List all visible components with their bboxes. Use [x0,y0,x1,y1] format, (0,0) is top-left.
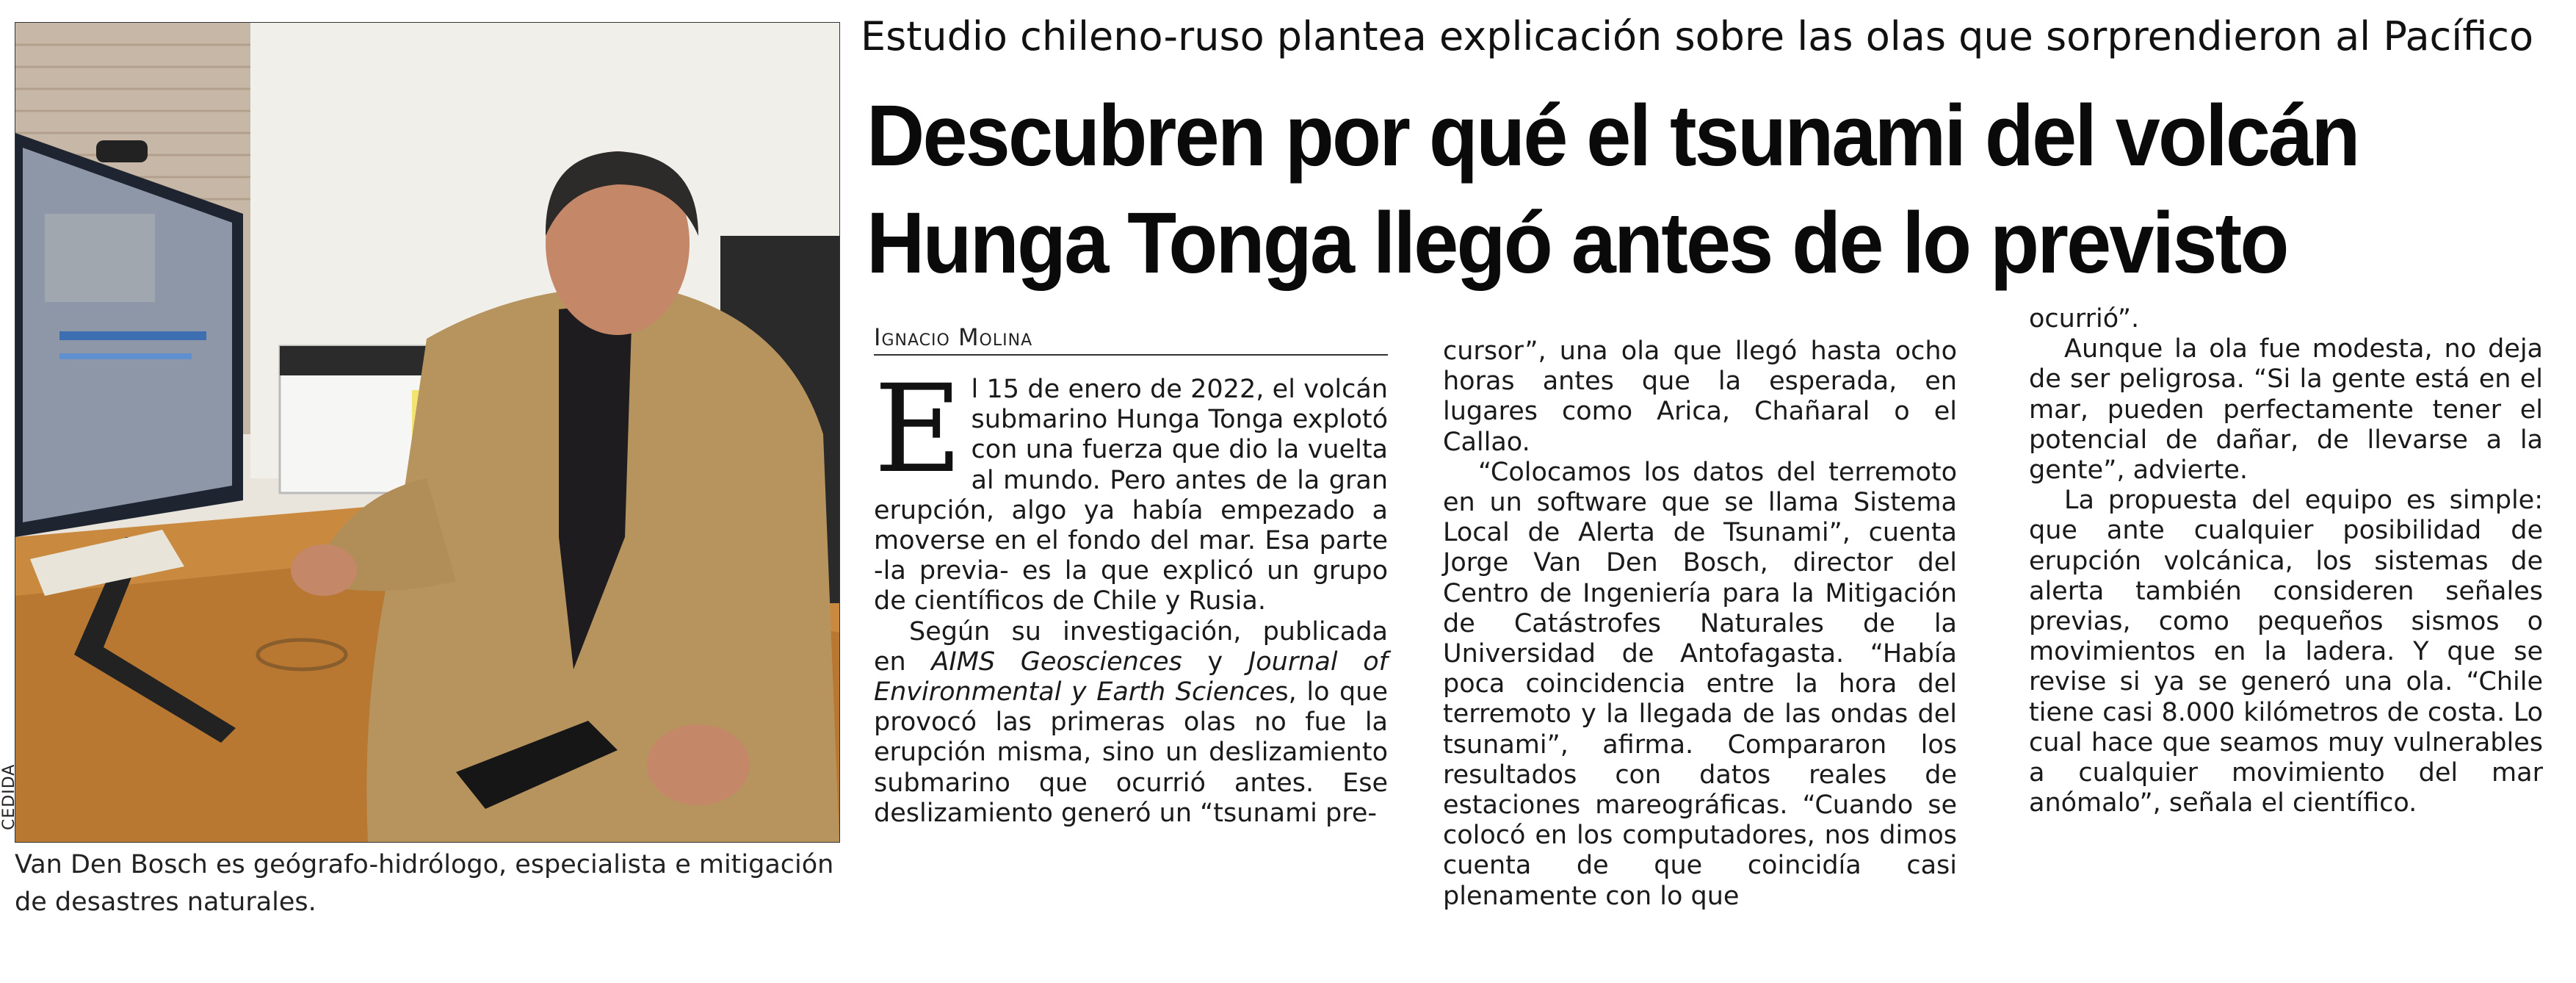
drop-cap: E [874,359,963,500]
body-column-2 [1443,336,1957,912]
body-paragraph: “Colocamos los datos del terremoto en un software que se llama Sistema Local de Alerta de Tsunami”, cuenta Jorge Van Den Bosch, director del Centro de Ingeniería para la Mitigación de Catástrofes Naturales de la Universidad de Antofagasta. “Había poca coincidencia entre la hora del terremoto y la llegada de las ondas del tsunami”, afirma. Compararon los resultados con datos reales de estaciones mareográficas. “Cuando se colocó en los computadores, nos dimos cuenta de que coincidía casi plenamente con lo que [1443,457,1957,911]
byline: Ignacio Molina [874,323,1033,351]
body-paragraph: Aunque la ola fue modesta, no deja de ser peligrosa. “Si la gente está en el mar, pueden perfectamente tener el potencial de dañar, de llevarse a la gente”, advierte. [2029,334,2543,486]
photo-caption: Van Den Bosch es geógrafo-hidrólogo, especialista e mitigación de desastres naturales. [15,850,834,917]
article-kicker: Estudio chileno-ruso plantea explicación sobre las olas que sorprendieron al Pacífico [861,13,2533,60]
headline-line-2: Hunga Tonga llegó antes de lo previsto [866,195,2287,292]
article-headline [866,82,2451,297]
body-paragraph: ocurrió”. [2029,304,2140,334]
headline-line-1: Descubren por qué el tsunami del volcán [866,87,2359,184]
journal-name: AIMS Geosciences [931,647,1182,677]
body-column-1 [874,359,1388,829]
body-paragraph: La propuesta del equipo es simple: que ante cualquier posibilidad de erupción volcánica, los sistemas de alerta también consideren señales previas, como pequeños sismos o movimientos en la ladera. Y que se revise si ya se generó una ola. “Chile tiene casi 8.000 kilómetros de costa. Lo cual hace que seamos muy vulnerables a cualquier movimiento del mar anómalo”, señala el científico. [2029,486,2543,818]
body-paragraph: cursor”, una ola que llegó hasta ocho horas antes que la esperada, en lugares como Arica, Chañaral o el Callao. [1443,336,1957,457]
body-paragraph: Según su investigación, publicada en AIMS Geosciences y Journal of Environmental y Earth Sciences, lo que provocó las primeras olas no fue la erupción misma, sino un deslizamiento submarino que ocurrió antes. Ese deslizamiento generó un “tsunami pre- [874,616,1388,828]
photo-credit: CEDIDA [0,763,18,830]
body-column-3 [2029,304,2543,818]
body-paragraph: El 15 de enero de 2022, el volcán submarino Hunga Tonga explotó con una fuerza que dio la vuelta al mundo. Pero antes de la gran erupción, algo ya había empezado a moverse en el fondo del mar. Esa parte -la previa- es la que explicó un grupo de científicos de Chile y Rusia. [874,359,1388,616]
journal-name: Journal of Environmental y Earth Science [874,647,1388,707]
byline-divider [874,354,1388,356]
article-photo [15,22,840,843]
